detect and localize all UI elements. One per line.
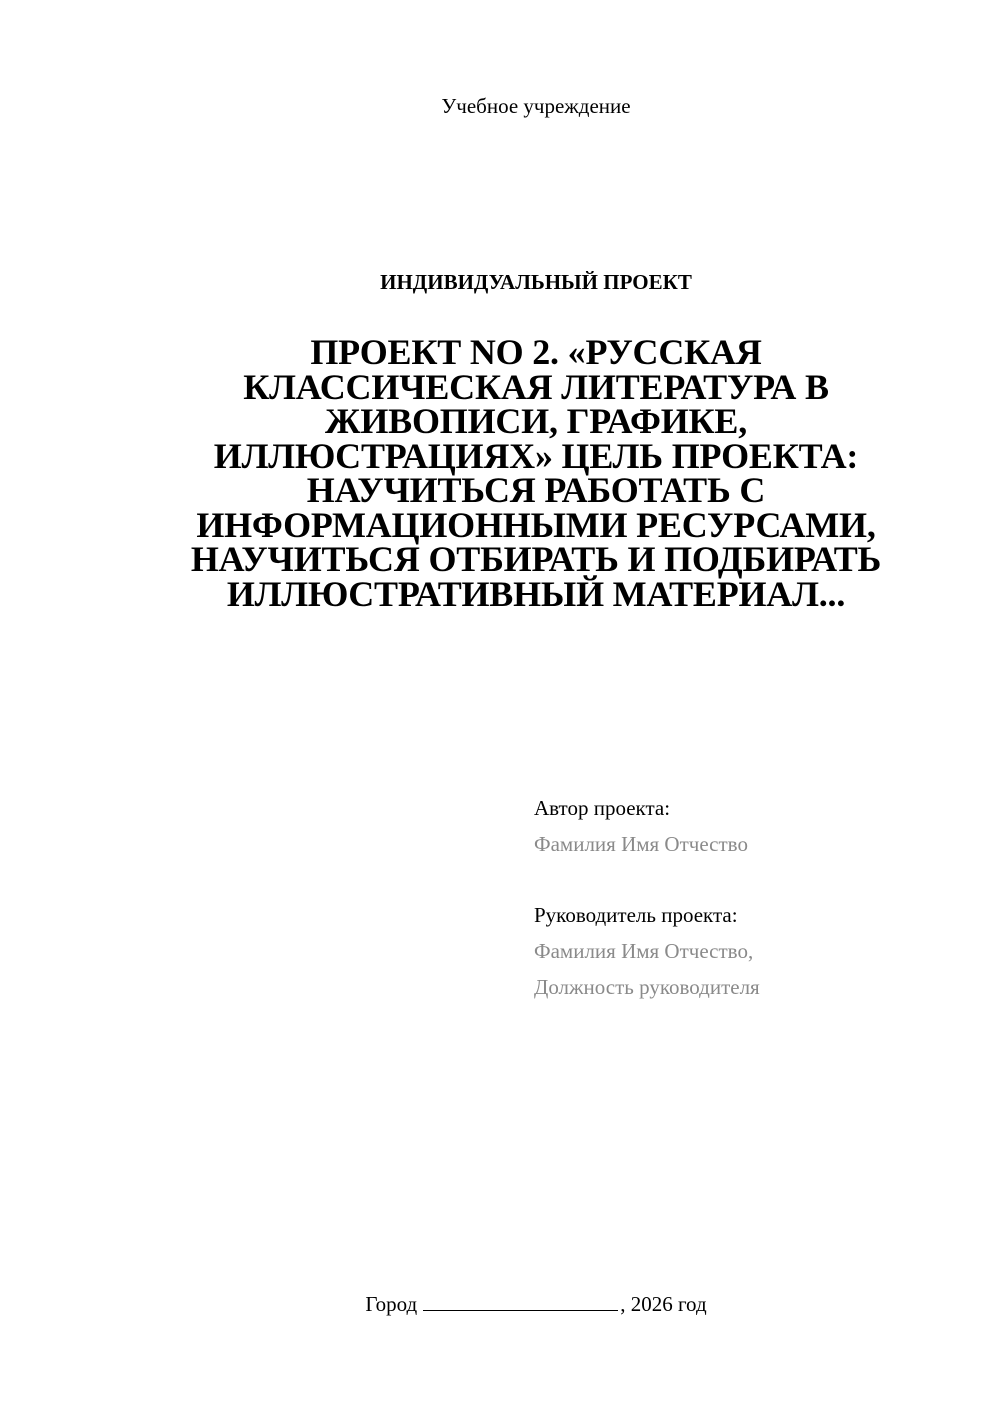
project-title — [120, 332, 952, 614]
city-label: Город — [365, 1292, 418, 1316]
year-text: , 2026 год — [620, 1292, 707, 1316]
title-line: ЖИВОПИСИ, ГРАФИКЕ, — [324, 401, 748, 441]
author-label: Автор проекта: — [534, 796, 671, 820]
supervisor-name: Фамилия Имя Отчество, — [534, 939, 754, 963]
author-name: Фамилия Имя Отчество — [534, 832, 748, 856]
institution-name: Учебное учреждение — [441, 94, 631, 118]
supervisor-position: Должность руководителя — [534, 975, 760, 999]
title-line: ИЛЛЮСТРАТИВНЫЙ МАТЕРИАЛ... — [226, 573, 846, 614]
title-line: НАУЧИТЬСЯ ОТБИРАТЬ И ПОДБИРАТЬ — [190, 539, 882, 579]
title-line: ИНФОРМАЦИОННЫМИ РЕСУРСАМИ, — [196, 504, 876, 545]
document-type: ИНДИВИДУАЛЬНЫЙ ПРОЕКТ — [380, 270, 692, 294]
city-blank-line — [423, 1290, 618, 1311]
title-line: ИЛЛЮСТРАЦИЯХ» ЦЕЛЬ ПРОЕКТА: — [213, 435, 859, 476]
spacer — [534, 862, 974, 897]
project-people — [534, 790, 974, 1005]
supervisor-label: Руководитель проекта: — [534, 903, 738, 927]
title-line: КЛАССИЧЕСКАЯ ЛИТЕРАТУРА В — [243, 366, 829, 407]
title-line: НАУЧИТЬСЯ РАБОТАТЬ С — [306, 470, 766, 510]
city-year-line — [0, 1290, 1000, 1318]
title-line: ПРОЕКТ NO 2. «РУССКАЯ — [310, 332, 762, 372]
